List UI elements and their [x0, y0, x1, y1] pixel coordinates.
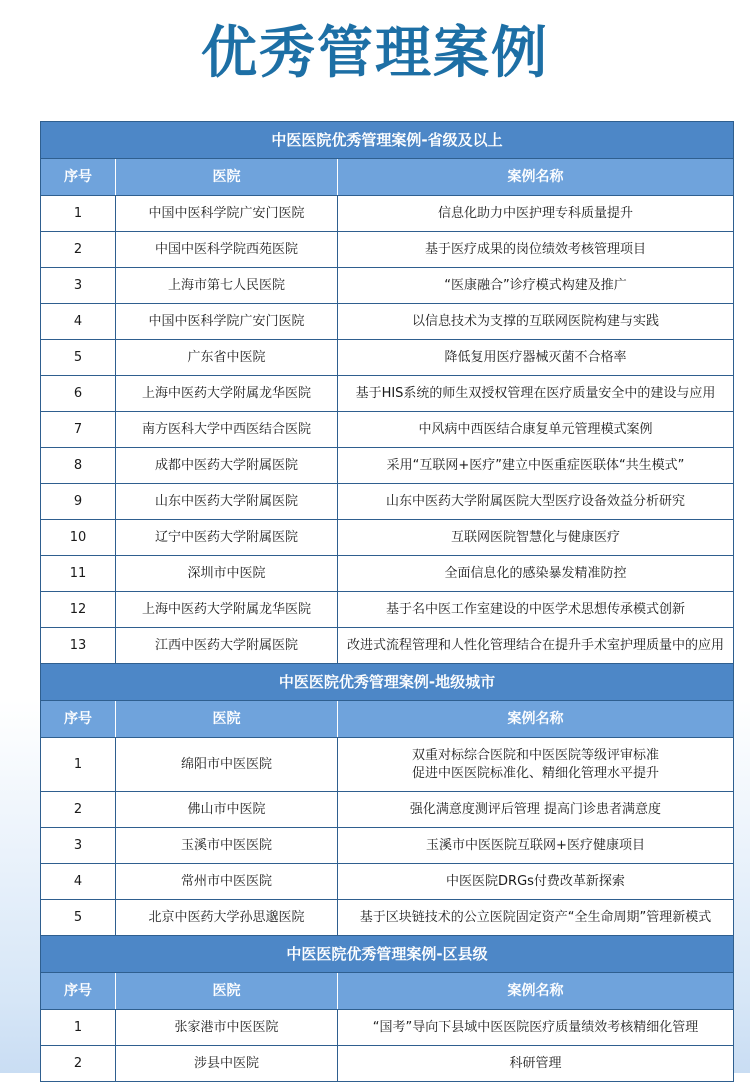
hospital-name: 中国中医科学院广安门医院: [116, 304, 338, 339]
case-name: 基于医疗成果的岗位绩效考核管理项目: [424, 241, 646, 257]
hospital-name: 北京中医药大学孙思邈医院: [116, 900, 338, 935]
hospital-name: 深圳市中医院: [116, 556, 338, 591]
case-name: 基于区块链技术的公立医院固定资产“全生命周期”管理新模式: [359, 909, 712, 925]
section-title: 中医医院优秀管理案例-区县级: [40, 935, 734, 972]
case-name: 玉溪市中医医院互联网+医疗健康项目: [426, 837, 645, 853]
table-row: [40, 1045, 734, 1082]
section-title: 中医医院优秀管理案例-省级及以上: [40, 121, 734, 158]
column-header: 医院: [116, 701, 338, 737]
row-number: 1: [41, 1010, 116, 1045]
row-number: 7: [41, 412, 116, 447]
row-number: 3: [41, 828, 116, 863]
table-row: [40, 483, 734, 519]
column-header: 序号: [41, 159, 116, 195]
hospital-name: 佛山市中医院: [116, 792, 338, 827]
column-header: 案例名称: [507, 711, 564, 727]
table-header-row: [40, 158, 734, 195]
case-name: “医康融合”诊疗模式构建及推广: [444, 277, 627, 293]
case-name: 采用“互联网+医疗”建立中医重症医联体“共生模式”: [386, 457, 685, 473]
row-number: 3: [41, 268, 116, 303]
row-number: 4: [41, 304, 116, 339]
hospital-name: 上海中医药大学附属龙华医院: [116, 592, 338, 627]
row-number: 9: [41, 484, 116, 519]
case-name: 基于HIS系统的师生双授权管理在医疗质量安全中的建设与应用: [355, 385, 716, 401]
case-name: 双重对标综合医院和中医医院等级评审标准 促进中医医院标准化、精细化管理水平提升: [411, 747, 659, 781]
case-name: 信息化助力中医护理专科质量提升: [437, 205, 633, 221]
table-row: [40, 1009, 734, 1045]
hospital-name: 常州市中医医院: [116, 864, 338, 899]
table-row: [40, 555, 734, 591]
row-number: 11: [41, 556, 116, 591]
table-section: [40, 935, 734, 1082]
section-title: 中医医院优秀管理案例-地级城市: [40, 663, 734, 700]
table-row: [40, 375, 734, 411]
hospital-name: 玉溪市中医医院: [116, 828, 338, 863]
row-number: 5: [41, 900, 116, 935]
case-name: 基于名中医工作室建设的中医学术思想传承模式创新: [385, 601, 685, 617]
case-table: [40, 121, 734, 1082]
row-number: 12: [41, 592, 116, 627]
table-row: [40, 791, 734, 827]
table-row: [40, 899, 734, 935]
row-number: 5: [41, 340, 116, 375]
case-name: “国考”导向下县域中医医院医疗质量绩效考核精细化管理: [372, 1019, 699, 1035]
row-number: 1: [41, 196, 116, 231]
table-row: [40, 447, 734, 483]
hospital-name: 广东省中医院: [116, 340, 338, 375]
case-name: 以信息技术为支撑的互联网医院构建与实践: [411, 313, 659, 329]
case-name: 全面信息化的感染暴发精准防控: [444, 565, 627, 581]
column-header: 医院: [116, 159, 338, 195]
hospital-name: 山东中医药大学附属医院: [116, 484, 338, 519]
table-row: [40, 591, 734, 627]
row-number: 2: [41, 1046, 116, 1081]
hospital-name: 辽宁中医药大学附属医院: [116, 520, 338, 555]
hospital-name: 上海中医药大学附属龙华医院: [116, 376, 338, 411]
table-section: [40, 663, 734, 935]
table-row: [40, 863, 734, 899]
row-number: 13: [41, 628, 116, 663]
case-name: 改进式流程管理和人性化管理结合在提升手术室护理质量中的应用: [346, 637, 724, 653]
hospital-name: 成都中医药大学附属医院: [116, 448, 338, 483]
table-row: [40, 827, 734, 863]
hospital-name: 涉县中医院: [116, 1046, 338, 1081]
hospital-name: 上海市第七人民医院: [116, 268, 338, 303]
row-number: 2: [41, 792, 116, 827]
row-number: 2: [41, 232, 116, 267]
hospital-name: 中国中医科学院广安门医院: [116, 196, 338, 231]
table-row: [40, 411, 734, 447]
case-name: 中风病中西医结合康复单元管理模式案例: [418, 421, 653, 437]
case-name: 山东中医药大学附属医院大型医疗设备效益分析研究: [385, 493, 685, 509]
table-row: [40, 303, 734, 339]
column-header: 医院: [116, 973, 338, 1009]
column-header: 案例名称: [507, 169, 564, 185]
table-header-row: [40, 700, 734, 737]
table-row: [40, 195, 734, 231]
table-row: [40, 519, 734, 555]
case-name: 科研管理: [509, 1055, 562, 1071]
table-row: [40, 339, 734, 375]
table-header-row: [40, 972, 734, 1009]
row-number: 8: [41, 448, 116, 483]
column-header: 案例名称: [507, 983, 564, 999]
row-number: 10: [41, 520, 116, 555]
table-section: [40, 121, 734, 663]
table-row: [40, 231, 734, 267]
hospital-name: 江西中医药大学附属医院: [116, 628, 338, 663]
row-number: 6: [41, 376, 116, 411]
column-header: 序号: [41, 973, 116, 1009]
hospital-name: 绵阳市中医医院: [116, 738, 338, 791]
row-number: 1: [41, 738, 116, 791]
case-name: 中医医院DRGs付费改革新探索: [446, 873, 625, 889]
column-header: 序号: [41, 701, 116, 737]
table-row: [40, 737, 734, 791]
row-number: 4: [41, 864, 116, 899]
case-name: 降低复用医疗器械灭菌不合格率: [444, 349, 627, 365]
case-name: 强化满意度测评后管理 提高门诊患者满意度: [409, 801, 662, 817]
table-row: [40, 627, 734, 663]
hospital-name: 中国中医科学院西苑医院: [116, 232, 338, 267]
hospital-name: 南方医科大学中西医结合医院: [116, 412, 338, 447]
page-title: 优秀管理案例: [201, 21, 549, 86]
hospital-name: 张家港市中医医院: [116, 1010, 338, 1045]
case-name: 互联网医院智慧化与健康医疗: [450, 529, 620, 545]
table-row: [40, 267, 734, 303]
